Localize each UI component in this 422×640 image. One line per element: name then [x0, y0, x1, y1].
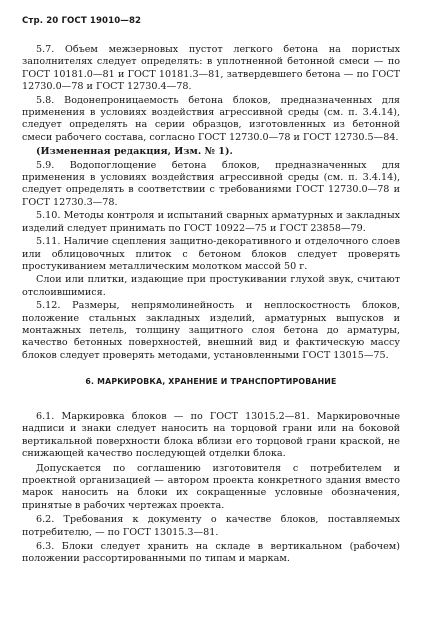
- paragraph-6-2: 6.2. Требования к документу о качестве блоков, поставляемых потребителю, — по ГОСТ 13015.3—81.: [22, 514, 400, 538]
- paragraph-5-9: 5.9. Водопоглощение бетона блоков, предназначенных для применения в условиях воздействия агрессивной среды (см. п. 3.4.14), следует определять в соответствии с требованиями ГОСТ 12730.0—78 и ГОСТ 12730.3—78.: [22, 159, 400, 208]
- paragraph-5-10: 5.10. Методы контроля и испытаний сварных арматурных и закладных изделий следует принимать по ГОСТ 10922—75 и ГОСТ 23858—79.: [22, 210, 400, 234]
- paragraph-6-3: 6.3. Блоки следует хранить на складе в вертикальном (рабочем) положении рассортированными по типам и маркам.: [22, 541, 400, 565]
- paragraph-6-1: 6.1. Маркировка блоков — по ГОСТ 13015.2—81. Маркировочные надписи и знаки следует наносить на торцовой грани или на боковой вертикальной поверхности блока вблизи его торцовой грани краской, не снижающей качество последующей отделки блока.: [22, 411, 400, 460]
- amendment-note: (Измененная редакция, Изм. № 1).: [36, 146, 233, 158]
- paragraph-5-8: 5.8. Водонепроницаемость бетона блоков, предназначенных для применения в условиях воздействия агрессивной среды (см. п. 3.4.14), следует определять на серии образцов, изготовленных из бетонной смеси рабочего состава, согласно ГОСТ 12730.0—78 и ГОСТ 12730.5—84.: [22, 94, 400, 143]
- body-bottom: [22, 411, 400, 568]
- section-title: 6. МАРКИРОВКА, ХРАНЕНИЕ И ТРАНСПОРТИРОВАНИЕ: [85, 377, 337, 386]
- paragraph-5-11-note: Слои или плитки, издающие при простукивании глухой звук, считают отслоившимися.: [22, 274, 400, 298]
- page-header: Стр. 20 ГОСТ 19010—82: [22, 16, 142, 26]
- paragraph-5-12: 5.12. Размеры, непрямолинейность и неплоскостность блоков, положение стальных закладных изделий, арматурных выпусков и монтажных петель, толщину защитного слоя бетона до арматуры, качество бетонных поверхностей, внешний вид и фактическую массу блоков следует проверять методами, установленными ГОСТ 13015—75.: [22, 300, 400, 361]
- paragraph-5-11: 5.11. Наличие сцепления защитно-декоративного и отделочного слоев или облицовочных плиток с бетоном блоков следует проверять простукиванием металлическим молотком массой 50 г.: [22, 236, 400, 272]
- paragraph-6-1-note: Допускается по соглашению изготовителя с потребителем и проектной организацией — автором проекта конкретного здания вместо марок наносить на блоки их сокращенные условные обозначения, принятые в рабочих чертежах проекта.: [22, 462, 400, 511]
- body-top: [22, 44, 400, 363]
- paragraph-5-7: 5.7. Объем межзерновых пустот легкого бетона на пористых заполнителях следует определять: в уплотненной бетонной смеси — по ГОСТ 10181.0—81 и ГОСТ 10181.3—81, затвердевшего бетона — по ГОСТ 12730.0—78 и ГОСТ 12730.4—78.: [22, 44, 400, 93]
